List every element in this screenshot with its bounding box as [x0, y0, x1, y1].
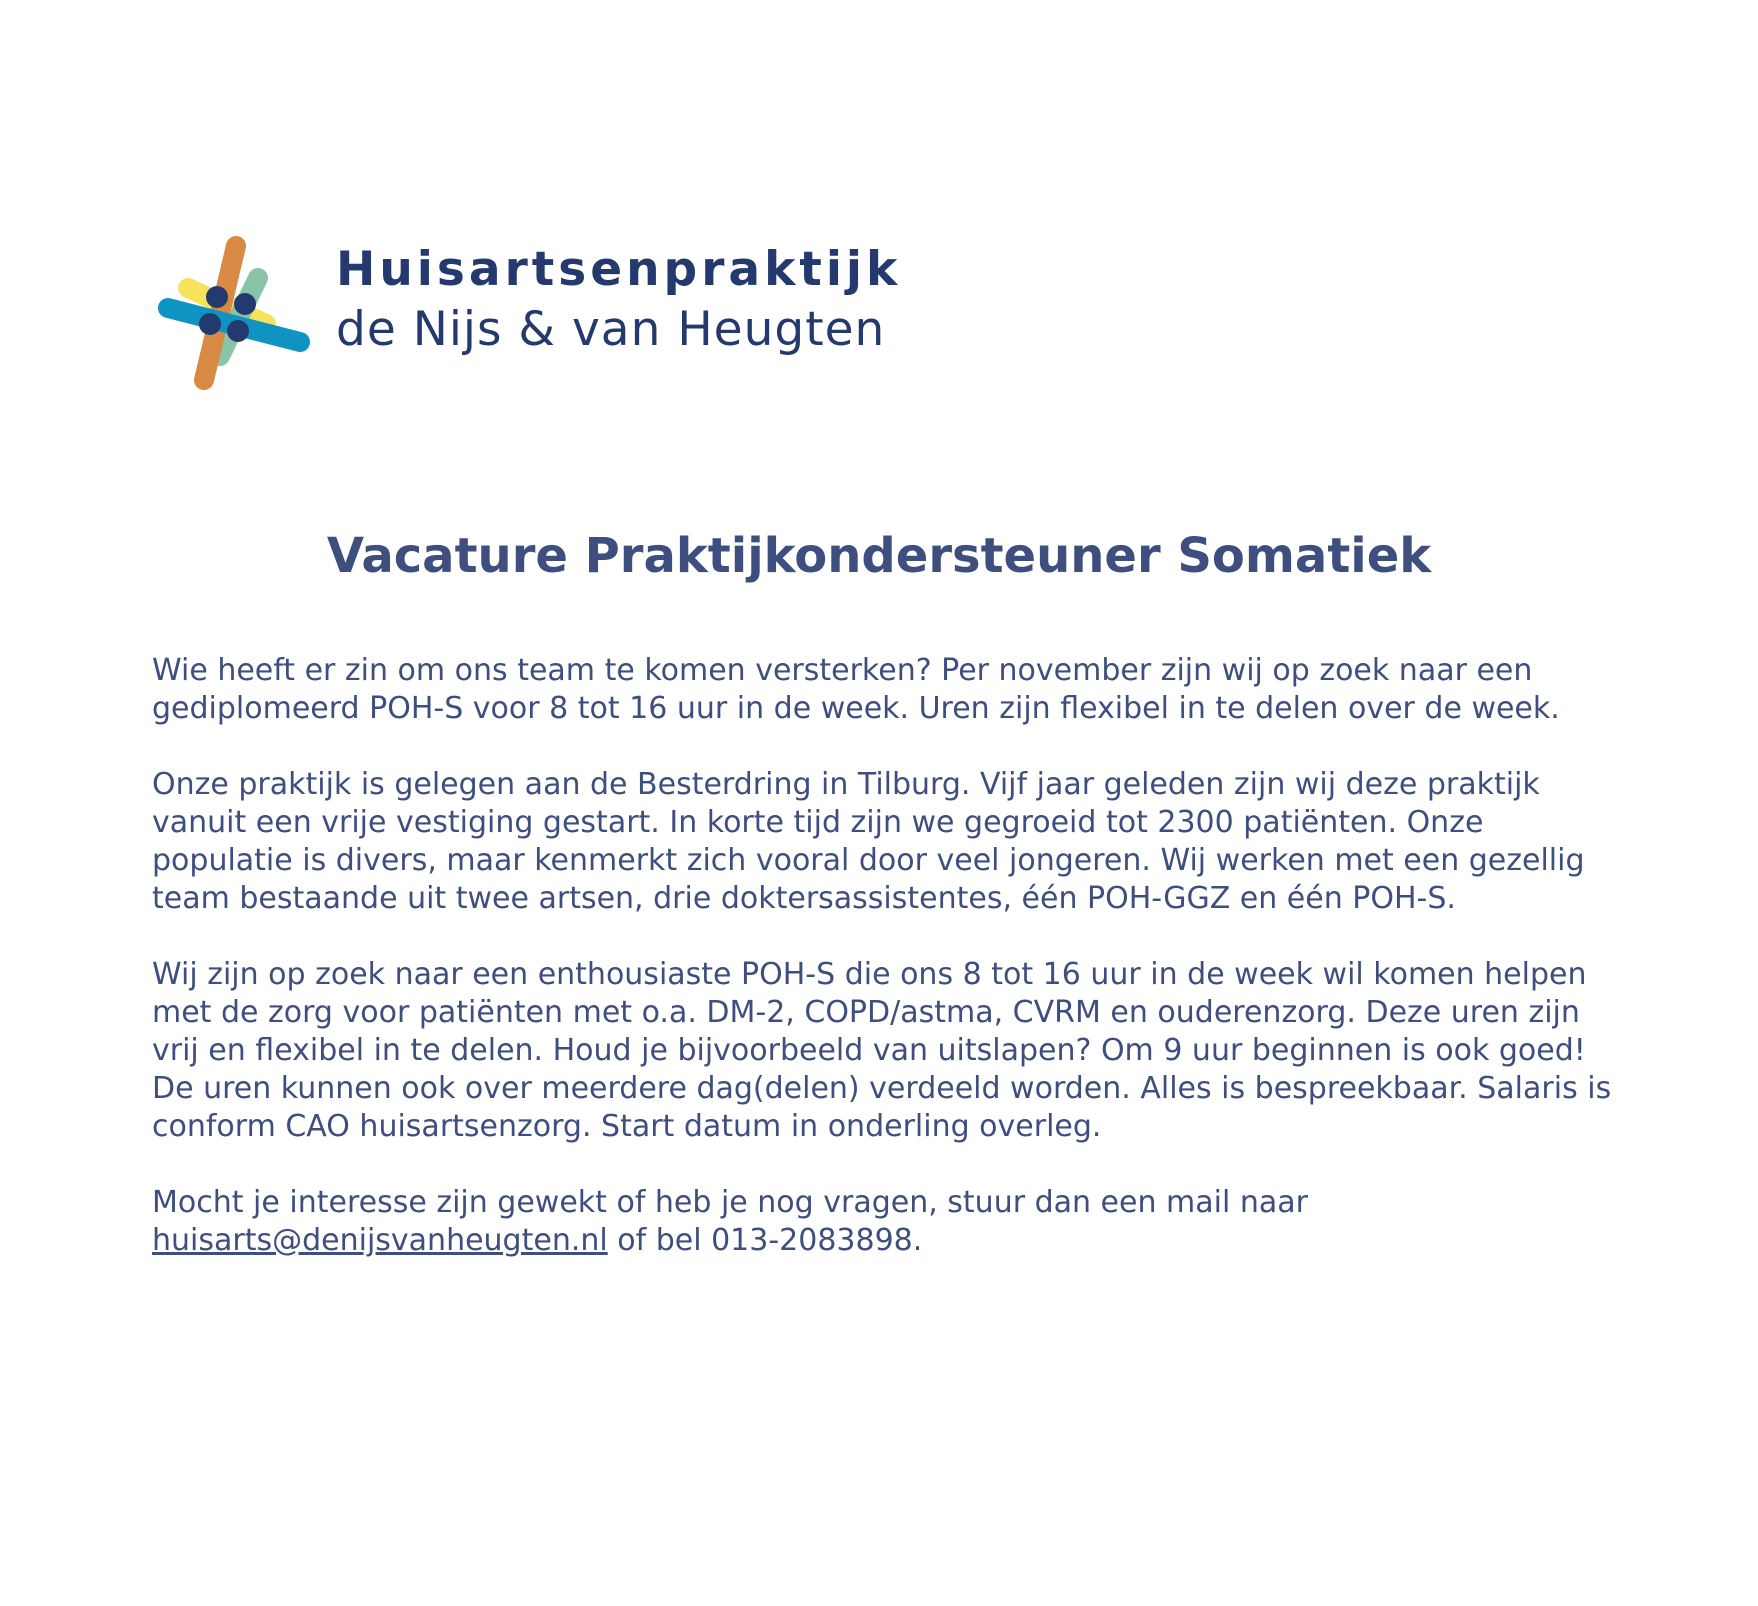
logo-wordmark [336, 242, 901, 362]
practice-logo [148, 228, 928, 398]
paragraph-role: Wij zijn op zoek naar een enthousiaste POH-S die ons 8 tot 16 uur in de week wil komen helpen met de zorg voor patiënten met o.a. DM-2, COPD/astma, CVRM en ouderenzorg. Deze uren zijn vrij en flexibel in te delen. Houd je bijvoorbeeld van uitslapen? Om 9 uur beginnen is ook goed! De uren kunnen ook over meerdere dag(delen) verdeeld worden. Alles is bespreekbaar. Salaris is conform CAO huisartsenzorg. Start datum in onderling overleg. [152, 957, 1612, 1144]
practice-logo-icon [148, 228, 318, 398]
logo-name-line2: de Nijs & van Heugten [336, 302, 886, 357]
logo-dot [227, 320, 249, 342]
contact-phone: of bel 013-2083898. [607, 1223, 923, 1258]
logo-dot [234, 293, 256, 315]
contact-intro: Mocht je interesse zijn gewekt of heb je nog vragen, stuur dan een mail naar [152, 1185, 1308, 1220]
paragraph-practice: Onze praktijk is gelegen aan de Besterdring in Tilburg. Vijf jaar geleden zijn wij deze praktijk vanuit een vrije vestiging gestart. In korte tijd zijn we gegroeid tot 2300 patiënten. Onze populatie is divers, maar kenmerkt zich vooral door veel jongeren. Wij werken met een gezellig team bestaande uit twee artsen, drie doktersassistentes, één POH-GGZ en één POH-S. [152, 767, 1585, 916]
email-link[interactable]: huisarts@denijsvanheugten.nl [152, 1223, 608, 1258]
page-title: Vacature Praktijkondersteuner Somatiek [326, 528, 1432, 584]
paragraph-contact [152, 1184, 1632, 1260]
paragraph-intro: Wie heeft er zin om ons team te komen versterken? Per november zijn wij op zoek naar een gediplomeerd POH-S voor 8 tot 16 uur in de week. Uren zijn flexibel in te delen over de week. [152, 653, 1560, 726]
logo-name-line1: Huisartsenpraktijk [336, 242, 902, 297]
logo-dot [199, 313, 221, 335]
vacancy-body [152, 652, 1632, 1298]
logo-dot [206, 286, 228, 308]
